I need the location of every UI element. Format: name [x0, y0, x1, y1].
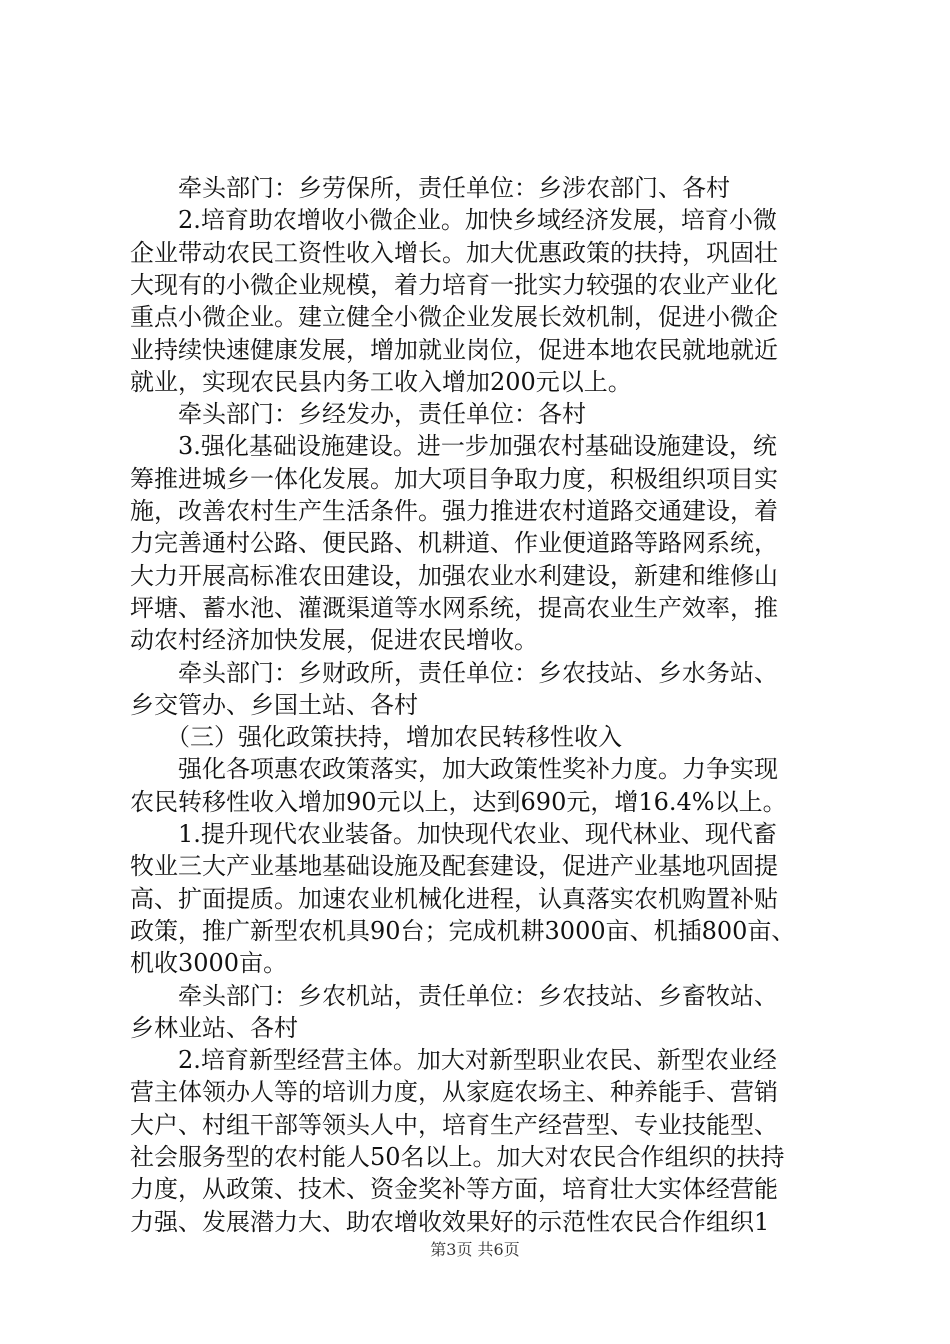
text-line: 强化各项惠农政策落实，加大政策性奖补力度。力争实现: [130, 755, 778, 784]
text-line: 企业带动农民工资性收入增长。加大优惠政策的扶持，巩固壮: [130, 238, 778, 267]
text-line: 高、扩面提质。加速农业机械化进程，认真落实农机购置补贴: [130, 884, 778, 913]
text-line: 业持续快速健康发展，增加就业岗位，促进本地农民就地就近: [130, 335, 778, 364]
text-line: 力强、发展潜力大、助农增收效果好的示范性农民合作组织1: [130, 1207, 770, 1236]
text-line: 牧业三大产业基地基础设施及配套建设，促进产业基地巩固提: [130, 852, 778, 881]
text-line: 牵头部门：乡经发办，责任单位：各村: [130, 400, 586, 429]
text-line: 社会服务型的农村能人50名以上。加大对农民合作组织的扶持: [130, 1143, 785, 1171]
text-line: 农民转移性收入增加90元以上，达到690元，增16.4%以上。: [130, 787, 787, 816]
text-line: 乡林业站、各村: [130, 1013, 298, 1042]
text-line: （三）强化政策扶持，增加农民转移性收入: [130, 723, 622, 752]
page-footer: 第3页 共6页: [430, 1240, 520, 1259]
text-line: 牵头部门：乡财政所，责任单位：乡农技站、乡水务站、: [130, 658, 778, 687]
text-line: 动农村经济加快发展，促进农民增收。: [130, 626, 538, 655]
text-line: 政策，推广新型农机具90台；完成机耕3000亩、机插800亩、: [130, 916, 796, 945]
text-line: 2.培育新型经营主体。加大对新型职业农民、新型农业经: [130, 1046, 777, 1075]
text-line: 筹推进城乡一体化发展。加大项目争取力度，积极组织项目实: [130, 464, 778, 493]
text-line: 就业，实现农民县内务工收入增加200元以上。: [130, 367, 632, 396]
text-line: 乡交管办、乡国土站、各村: [130, 690, 418, 719]
text-line: 牵头部门：乡劳保所，责任单位：乡涉农部门、各村: [130, 174, 730, 202]
text-line: 力完善通村公路、便民路、机耕道、作业便道路等路网系统，: [130, 529, 778, 558]
text-line: 重点小微企业。建立健全小微企业发展长效机制，促进小微企: [130, 303, 778, 332]
text-line: 大户、村组干部等领头人中，培育生产经营型、专业技能型、: [130, 1110, 778, 1139]
text-line: 牵头部门：乡农机站，责任单位：乡农技站、乡畜牧站、: [130, 981, 778, 1010]
text-line: 机收3000亩。: [130, 949, 288, 978]
text-line: 坪塘、蓄水池、灌溉渠道等水网系统，提高农业生产效率，推: [130, 593, 778, 622]
text-line: 1.提升现代农业装备。加快现代农业、现代林业、现代畜: [130, 820, 777, 848]
text-line: 3.强化基础设施建设。进一步加强农村基础设施建设，统: [130, 432, 777, 461]
text-line: 大现有的小微企业规模，着力培育一批实力较强的农业产业化: [130, 270, 778, 299]
text-line: 力度，从政策、技术、资金奖补等方面，培育壮大实体经营能: [130, 1175, 778, 1204]
text-line: 施，改善农村生产生活条件。强力推进农村道路交通建设，着: [130, 497, 778, 525]
text-line: 营主体领办人等的培训力度，从家庭农场主、种养能手、营销: [130, 1078, 778, 1107]
text-line: 2.培育助农增收小微企业。加快乡域经济发展，培育小微: [130, 206, 777, 235]
text-line: 大力开展高标准农田建设，加强农业水利建设，新建和维修山: [130, 561, 778, 590]
